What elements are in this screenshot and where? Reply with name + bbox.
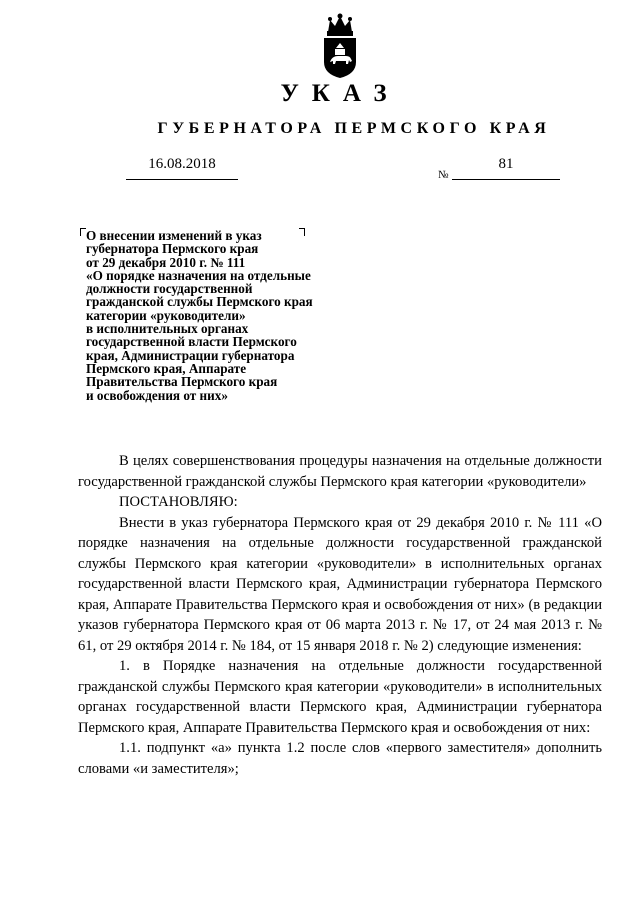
subject-line: должности государственной bbox=[86, 281, 253, 297]
subject-line: Правительства Пермского края bbox=[86, 374, 278, 390]
body-paragraph: 1. в Порядке назначения на отдельные должности государственной гражданской службы Пермского края категории «руководители» в исполнительных органах государственной власти Пермского края, Администрации губернатора Пермского края, Аппарате Правительства Пермского края и освобождения от них: bbox=[78, 658, 602, 736]
date-underline bbox=[126, 179, 238, 180]
number-underline bbox=[452, 179, 560, 180]
document-date: 16.08.2018 bbox=[148, 156, 216, 172]
document-body bbox=[78, 451, 602, 779]
subject-line: губернатора Пермского края bbox=[86, 241, 259, 257]
subject-line: Пермского края, Аппарате bbox=[86, 360, 247, 376]
issuer-title: ГУБЕРНАТОРА ПЕРМСКОГО КРАЯ bbox=[157, 120, 551, 137]
document-number: 81 bbox=[498, 156, 514, 172]
body-paragraph: 1.1. подпункт «а» пункта 1.2 после слов «первого заместителя» дополнить словами «и заместителя»; bbox=[78, 740, 602, 777]
coat-of-arms-icon bbox=[318, 12, 362, 78]
subject-line: от 29 декабря 2010 г. № 111 bbox=[86, 254, 246, 270]
document-type-title: УКАЗ bbox=[280, 80, 400, 107]
body-paragraph: Внести в указ губернатора Пермского края от 29 декабря 2010 г. № 111 «О порядке назначения на отдельные должности государственной гражданской службы Пермского края категории «руководители» в исполнительных органах государственной власти Пермского края, Администрации губернатора Пермского края, Аппарате Правительства Пермского края и освобождения от них» (в редакции указов губернатора Пермского края от 06 марта 2013 г. № 17, от 24 мая 2013 г. № 61, от 29 октября 2014 г. № 184, от 15 января 2018 г. № 2) следующие изменения: bbox=[78, 514, 602, 654]
number-sign: № bbox=[438, 169, 449, 181]
subject-line: и освобождения от них» bbox=[86, 387, 228, 403]
document-subject bbox=[86, 229, 376, 402]
subject-line: гражданской службы Пермского края bbox=[86, 294, 313, 310]
subject-line: края, Администрации губернатора bbox=[86, 347, 295, 363]
subject-line: О внесении изменений в указ bbox=[86, 228, 262, 243]
subject-line: государственной власти Пермского bbox=[86, 334, 297, 350]
subject-line: «О порядке назначения на отдельные bbox=[86, 267, 311, 283]
preamble-paragraph: В целях совершенствования процедуры назначения на отдельные должности государственной гражданской службы Пермского края категории «руководители» bbox=[78, 453, 602, 490]
decree-keyword: ПОСТАНОВЛЯЮ: bbox=[119, 494, 238, 510]
subject-line: категории «руководители» bbox=[86, 307, 246, 323]
subject-line: в исполнительных органах bbox=[86, 321, 249, 337]
